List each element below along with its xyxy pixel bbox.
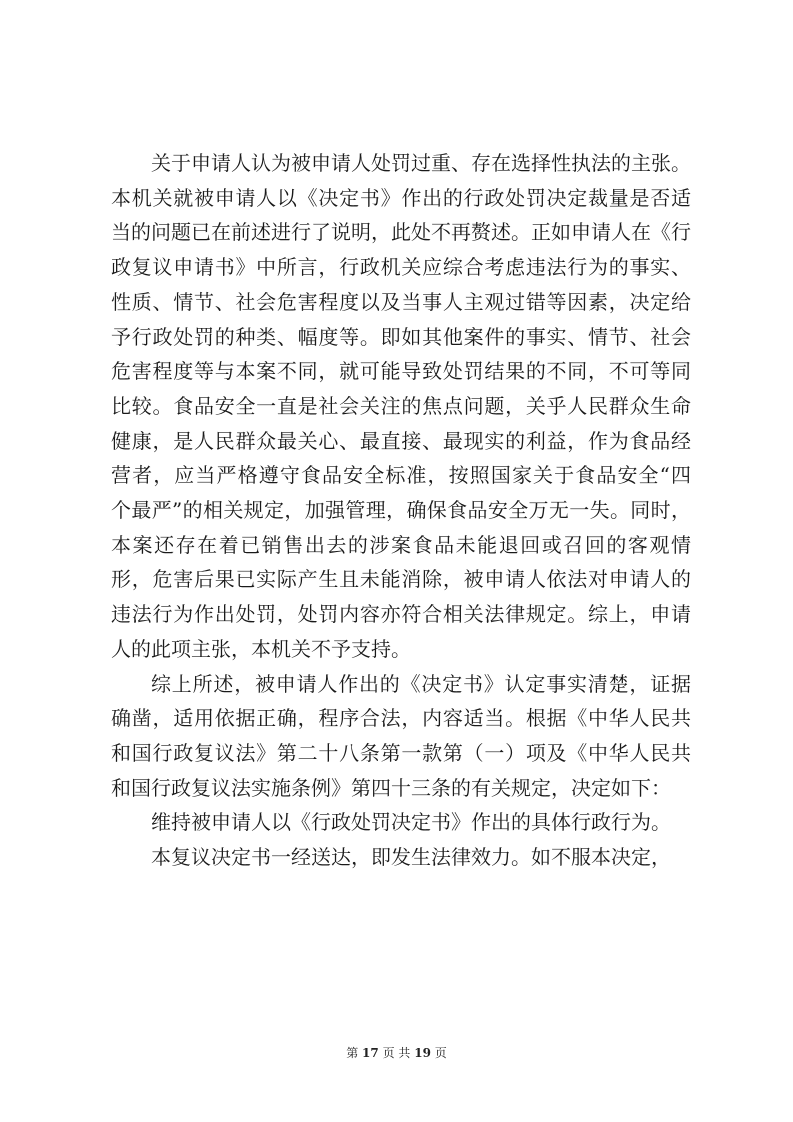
page-footer [0, 1044, 793, 1061]
footer-middle: 页 共 [382, 1046, 411, 1060]
text-line: 营者，应当严格遵守食品安全标准，按照国家关于食品安全“四 [111, 463, 691, 488]
footer-suffix: 页 [434, 1046, 447, 1060]
paragraph [111, 805, 691, 840]
text-line: 形，危害后果已实际产生且未能消除，被申请人依法对申请人的 [111, 567, 691, 592]
text-line: 比较。食品安全一直是社会关注的焦点问题，关乎人民群众生命 [111, 393, 691, 418]
text-line: 予行政处罚的种类、幅度等。即如其他案件的事实、情节、社会 [111, 324, 691, 349]
text-line: 和国行政复议法》第二十八条第一款第（一）项及《中华人民共 [111, 740, 691, 765]
text-line: 政复议申请书》中所言，行政机关应综合考虑违法行为的事实、 [111, 255, 691, 280]
text-line: 性质、情节、社会危害程度以及当事人主观过错等因素，决定给 [111, 289, 691, 314]
text-line: 危害程度等与本案不同，就可能导致处罚结果的不同，不可等同 [111, 359, 691, 384]
text-line: 当的问题已在前述进行了说明，此处不再赘述。正如申请人在《行 [111, 220, 691, 245]
text-line: 个最严”的相关规定，加强管理，确保食品安全万无一失。同时， [111, 498, 691, 523]
text-line: 和国行政复议法实施条例》第四十三条的有关规定，决定如下： [111, 775, 671, 800]
text-line: 关于申请人认为被申请人处罚过重、存在选择性执法的主张。 [151, 151, 691, 175]
text-line: 维持被申请人以《行政处罚决定书》作出的具体行政行为。 [151, 810, 671, 835]
text-line: 综上所述，被申请人作出的《决定书》认定事实清楚，证据 [151, 671, 691, 696]
paragraph [111, 840, 691, 875]
footer-prefix: 第 [346, 1046, 359, 1060]
total-pages-number: 19 [414, 1046, 431, 1060]
paragraph [111, 667, 691, 806]
text-line: 违法行为作出处罚，处罚内容亦符合相关法律规定。综上，申请 [111, 602, 691, 627]
current-page-number: 17 [362, 1046, 379, 1060]
document-body [111, 146, 691, 875]
text-line: 健康，是人民群众最关心、最直接、最现实的利益，作为食品经 [111, 428, 691, 453]
text-line: 人的此项主张，本机关不予支持。 [111, 636, 411, 661]
text-line: 本机关就被申请人以《决定书》作出的行政处罚决定裁量是否适 [111, 185, 691, 210]
text-line: 本案还存在着已销售出去的涉案食品未能退回或召回的客观情 [111, 532, 691, 557]
text-line: 本复议决定书一经送达，即发生法律效力。如不服本决定， [151, 845, 671, 870]
text-line: 确凿，适用依据正确，程序合法，内容适当。根据《中华人民共 [111, 706, 691, 731]
paragraph [111, 146, 691, 667]
